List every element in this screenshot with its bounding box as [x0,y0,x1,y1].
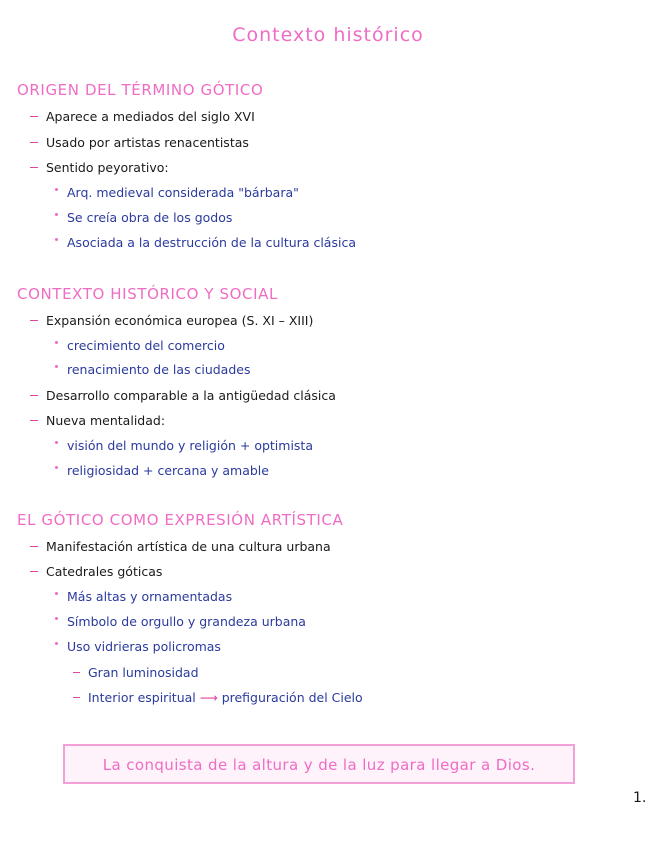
sub-list-item: renacimiento de las ciudades [55,362,250,378]
list-item: Sentido peyorativo: [30,160,169,176]
dash-bullet-icon [30,395,38,397]
dash-bullet-icon [30,167,38,169]
page-title: Contexto histórico [232,24,424,46]
list-item: Expansión económica europea (S. XI – XIII) [30,313,313,329]
dot-bullet-icon [55,441,58,444]
dash-bullet-icon [30,142,38,144]
sub-sub-list-item: Gran luminosidad [73,665,199,681]
dash-bullet-icon [30,320,38,322]
dot-bullet-icon [55,466,58,469]
sub-list-item: religiosidad + cercana y amable [55,463,269,479]
dash-bullet-icon [30,420,38,422]
section-heading-origen: ORIGEN DEL TÉRMINO GÓTICO [17,81,264,99]
sub-list-item: visión del mundo y religión + optimista [55,438,313,454]
dot-bullet-icon [55,365,58,368]
dot-bullet-icon [55,642,58,645]
dash-bullet-icon [30,546,38,548]
sub-list-item: Asociada a la destrucción de la cultura clásica [55,235,356,251]
dash-bullet-icon [30,116,38,118]
sub-list-item: Arq. medieval considerada "bárbara" [55,185,299,201]
list-item: Manifestación artística de una cultura urbana [30,539,331,555]
list-item: Desarrollo comparable a la antigüedad clásica [30,388,336,404]
arrow-right-icon: ⟶ [199,690,218,705]
dot-bullet-icon [55,213,58,216]
list-item: Nueva mentalidad: [30,413,165,429]
list-item: Usado por artistas renacentistas [30,135,249,151]
dot-bullet-icon [55,188,58,191]
sub-list-item: crecimiento del comercio [55,338,225,354]
sub-list-item: Símbolo de orgullo y grandeza urbana [55,614,306,630]
sub-list-item: Uso vidrieras policromas [55,639,221,655]
dot-bullet-icon [55,617,58,620]
dot-bullet-icon [55,592,58,595]
dot-bullet-icon [55,341,58,344]
highlight-quote: La conquista de la altura y de la luz para llegar a Dios. [102,756,536,774]
dot-bullet-icon [55,238,58,241]
sub-list-item: Más altas y ornamentadas [55,589,232,605]
dash-bullet-icon [73,697,80,699]
section-heading-expresion: EL GÓTICO COMO EXPRESIÓN ARTÍSTICA [17,511,344,529]
highlight-quote-box [63,744,575,784]
list-item: Aparece a mediados del siglo XVI [30,109,255,125]
list-item: Catedrales góticas [30,564,162,580]
dash-bullet-icon [73,672,80,674]
sub-sub-list-item: Interior espiritual ⟶ prefiguración del Cielo [73,690,363,706]
section-heading-contexto: CONTEXTO HISTÓRICO Y SOCIAL [17,285,278,303]
dash-bullet-icon [30,571,38,573]
page-number: 1. [633,790,647,806]
sub-list-item: Se creía obra de los godos [55,210,232,226]
